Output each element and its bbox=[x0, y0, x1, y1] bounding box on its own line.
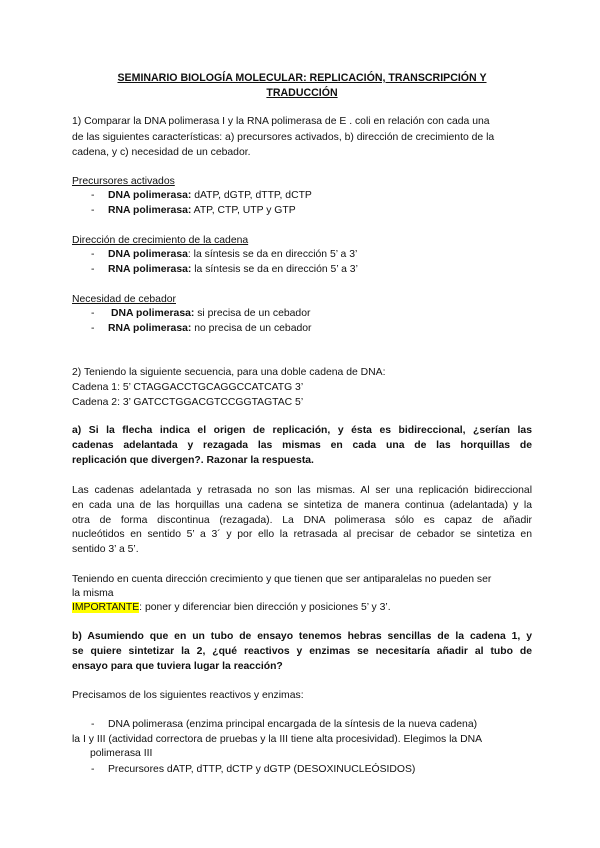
q2a-question-line-2: cadenas adelantada y rezagada las mismas en cada una de las horquillas de bbox=[72, 440, 532, 451]
list-item bbox=[108, 189, 568, 203]
section-heading-cebador: Necesidad de cebador bbox=[72, 294, 176, 305]
item-label: RNA polimerasa: bbox=[108, 323, 192, 334]
q1-text-line-3: cadena, y c) necesidad de un cebador. bbox=[72, 147, 251, 158]
cadena-1-sequence: Cadena 1: 5’ CTAGGACCTGCAGGCCATCATG 3’ bbox=[72, 382, 304, 393]
q2b-continuation-line-1: la I y III (actividad correctora de pruebas y la III tiene alta procesividad). Elegimos la DNA bbox=[72, 734, 483, 745]
important-highlight: IMPORTANTE bbox=[72, 602, 140, 613]
q2b-question-line-2: se quiere sintetizar la 2, ¿qué reactivos y enzimas se necesitaría añadir al tubo de bbox=[72, 646, 532, 657]
list-item bbox=[108, 322, 568, 336]
q1-text-line-2: de las siguientes características: a) precursores activados, b) dirección de crecimiento de la bbox=[72, 132, 495, 143]
document-title-line-2: TRADUCCIÓN bbox=[266, 87, 338, 99]
section-heading-direccion: Dirección de crecimiento de la cadena bbox=[72, 235, 249, 246]
list-bullet: - bbox=[91, 264, 95, 275]
item-text: no precisa de un cebador bbox=[191, 323, 312, 334]
item-label: DNA polimerasa: bbox=[111, 308, 195, 319]
important-note bbox=[72, 601, 532, 615]
cadena-2-sequence: Cadena 2: 3’ GATCCTGGACGTCCGGTAGTAC 5’ bbox=[72, 397, 304, 408]
item-label: RNA polimerasa: bbox=[108, 264, 192, 275]
q2a-answer-line-2: en cada una de las horquillas una cadena se sintetiza de manera continua (adelantada) y la bbox=[72, 500, 532, 511]
item-text: ATP, CTP, UTP y GTP bbox=[191, 205, 296, 216]
list-bullet: - bbox=[91, 308, 95, 319]
q1-text-line-1: 1) Comparar la DNA polimerasa I y la RNA polimerasa de E . coli en relación con cada una bbox=[72, 116, 490, 127]
q2a-question-line-3: replicación que divergen?. Razonar la respuesta. bbox=[72, 455, 314, 466]
q2b-question-line-3: ensayo para que tuviera lugar la reacción? bbox=[72, 661, 283, 672]
list-bullet: - bbox=[91, 190, 95, 201]
q2a-answer-line-4: nucleótidos en sentido 5’ a 3´ y por ello la retrasada al precisar de cebador se sintetiza en bbox=[72, 529, 532, 540]
list-item bbox=[108, 263, 568, 277]
q2-intro: 2) Teniendo la siguiente secuencia, para una doble cadena de DNA: bbox=[72, 367, 386, 378]
q2b-item-precursores: Precursores dATP, dTTP, dCTP y dGTP (DESOXINUCLEÓSIDOS) bbox=[108, 764, 416, 775]
list-bullet: - bbox=[91, 764, 95, 775]
q2a-answer-line-3: otra de forma discontinua (rezagada). La DNA polimerasa sólo es capaz de añadir bbox=[72, 515, 532, 526]
q2a-note-line-1: Teniendo en cuenta dirección crecimiento y que tienen que ser antiparalelas no pueden ser bbox=[72, 574, 492, 585]
item-text: dATP, dGTP, dTTP, dCTP bbox=[191, 190, 312, 201]
q2a-question-line-1: a) Si la flecha indica el origen de replicación, y ésta es bidireccional, ¿serían las bbox=[72, 425, 532, 436]
q2b-question-line-1: b) Asumiendo que en un tubo de ensayo tenemos hebras sencillas de la cadena 1, y bbox=[72, 631, 532, 642]
list-bullet: - bbox=[91, 323, 95, 334]
q2b-continuation-line-2: polimerasa III bbox=[90, 748, 153, 759]
item-text: : la síntesis se da en dirección 5’ a 3’ bbox=[187, 249, 358, 260]
list-bullet: - bbox=[91, 249, 95, 260]
list-bullet: - bbox=[91, 719, 95, 730]
q2b-item-dna-polimerasa: DNA polimerasa (enzima principal encargada de la síntesis de la nueva cadena) bbox=[108, 719, 478, 730]
list-item bbox=[108, 204, 568, 218]
q2b-intro: Precisamos de los siguientes reactivos y enzimas: bbox=[72, 690, 304, 701]
item-text: si precisa de un cebador bbox=[194, 308, 311, 319]
q2a-answer-line-5: sentido 3’ a 5’. bbox=[72, 544, 139, 555]
q2a-note-line-2: la misma bbox=[72, 588, 114, 599]
document-title-line-1: SEMINARIO BIOLOGÍA MOLECULAR: REPLICACIÓN, TRANSCRIPCIÓN Y bbox=[117, 72, 487, 84]
item-label: RNA polimerasa: bbox=[108, 205, 192, 216]
important-text: : poner y diferenciar bien dirección y posiciones 5’ y 3’. bbox=[139, 602, 391, 613]
item-label: DNA polimerasa bbox=[108, 249, 188, 260]
item-label: DNA polimerasa: bbox=[108, 190, 192, 201]
list-item bbox=[108, 248, 568, 262]
list-item bbox=[111, 307, 571, 321]
item-text: la síntesis se da en dirección 5’ a 3’ bbox=[191, 264, 358, 275]
list-bullet: - bbox=[91, 205, 95, 216]
q2a-answer-line-1: Las cadenas adelantada y retrasada no son las mismas. Al ser una replicación bidireccional bbox=[72, 485, 532, 496]
section-heading-precursores: Precursores activados bbox=[72, 176, 175, 187]
